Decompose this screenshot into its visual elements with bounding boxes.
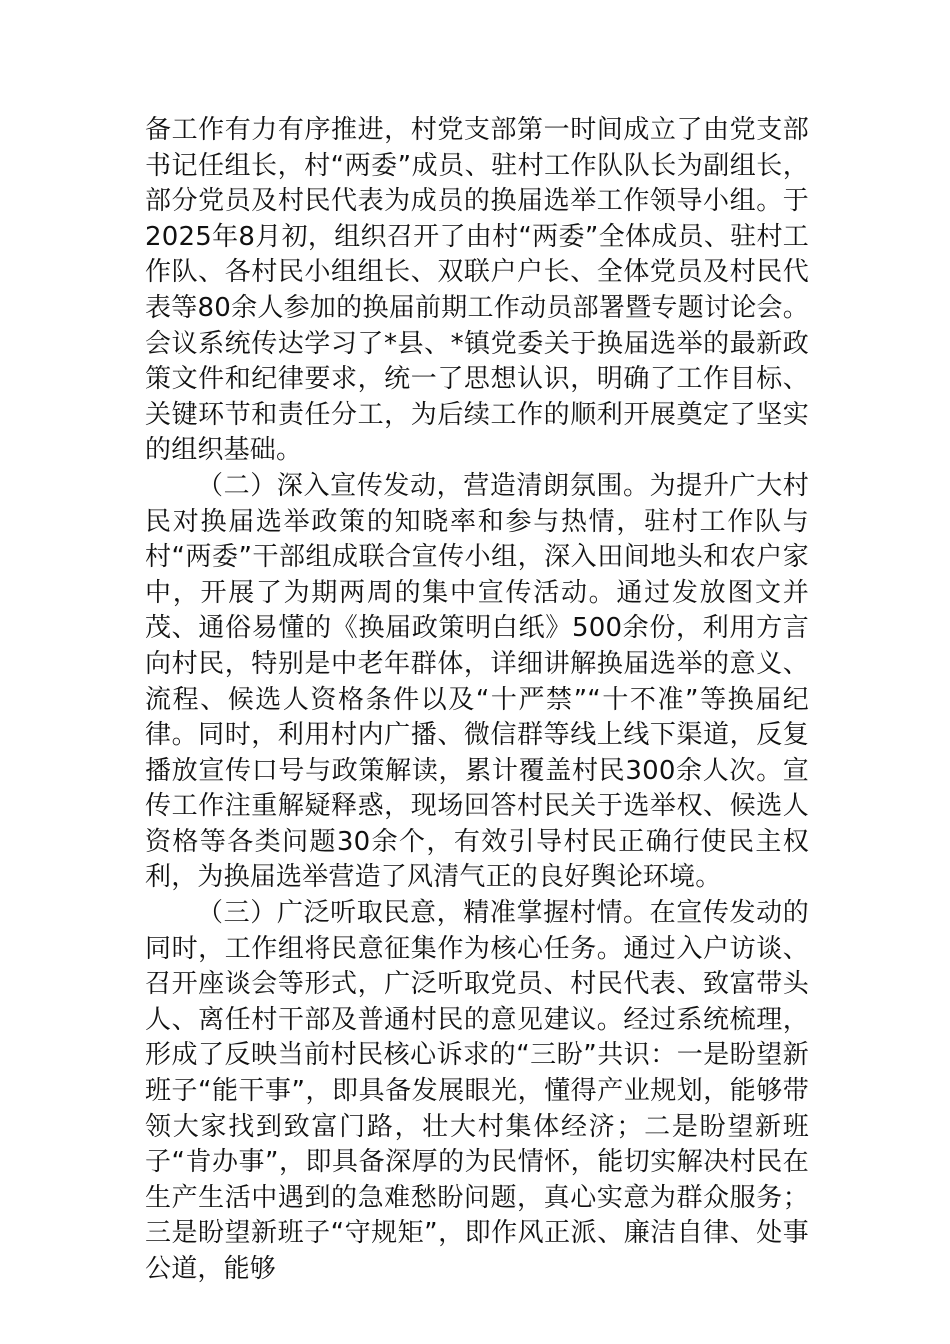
paragraph-1: 备工作有力有序推进，村党支部第一时间成立了由党支部书记任组长，村“两委”成员、驻村工作队队长为副组长，部分党员及村民代表为成员的换届选举工作领导小组。于2025年8月初，组织召开了由村“两委”全体成员、驻村工作队、各村民小组组长、双联户户长、全体党员及村民代表等80余人参加的换届前期工作动员部署暨专题讨论会。会议系统传达学习了*县、*镇党委关于换届选举的最新政策文件和纪律要求，统一了思想认识，明确了工作目标、关键环节和责任分工，为后续工作的顺利开展奠定了坚实的组织基础。	[145, 115, 809, 466]
paragraph-2: （二）深入宣传发动，营造清朗氛围。为提升广大村民对换届选举政策的知晓率和参与热情，驻村工作队与村“两委”干部组成联合宣传小组，深入田间地头和农户家中，开展了为期两周的集中宣传活动。通过发放图文并茂、通俗易懂的《换届政策明白纸》500余份，利用方言向村民，特别是中老年群体，详细讲解换届选举的意义、流程、候选人资格条件以及“十严禁”“十不准”等换届纪律。同时，利用村内广播、微信群等线上线下渠道，反复播放宣传口号与政策解读，累计覆盖村民300余人次。宣传工作注重解疑释惑，现场回答村民关于选举权、候选人资格等各类问题30余个，有效引导村民正确行使民主权利，为换届选举营造了风清气正的良好舆论环境。	[145, 470, 809, 893]
document-body	[145, 113, 809, 1288]
paragraph-3: （三）广泛听取民意，精准掌握村情。在宣传发动的同时，工作组将民意征集作为核心任务。通过入户访谈、召开座谈会等形式，广泛听取党员、村民代表、致富带头人、离任村干部及普通村民的意见建议。经过系统梳理，形成了反映当前村民核心诉求的“三盼”共识：一是盼望新班子“能干事”，即具备发展眼光，懂得产业规划，能够带领大家找到致富门路，壮大村集体经济；二是盼望新班子“肯办事”，即具备深厚的为民情怀，能切实解决村民在生产生活中遇到的急难愁盼问题，真心实意为群众服务；三是盼望新班子“守规矩”，即作风正派、廉洁自律、处事公道，能够	[145, 898, 809, 1284]
